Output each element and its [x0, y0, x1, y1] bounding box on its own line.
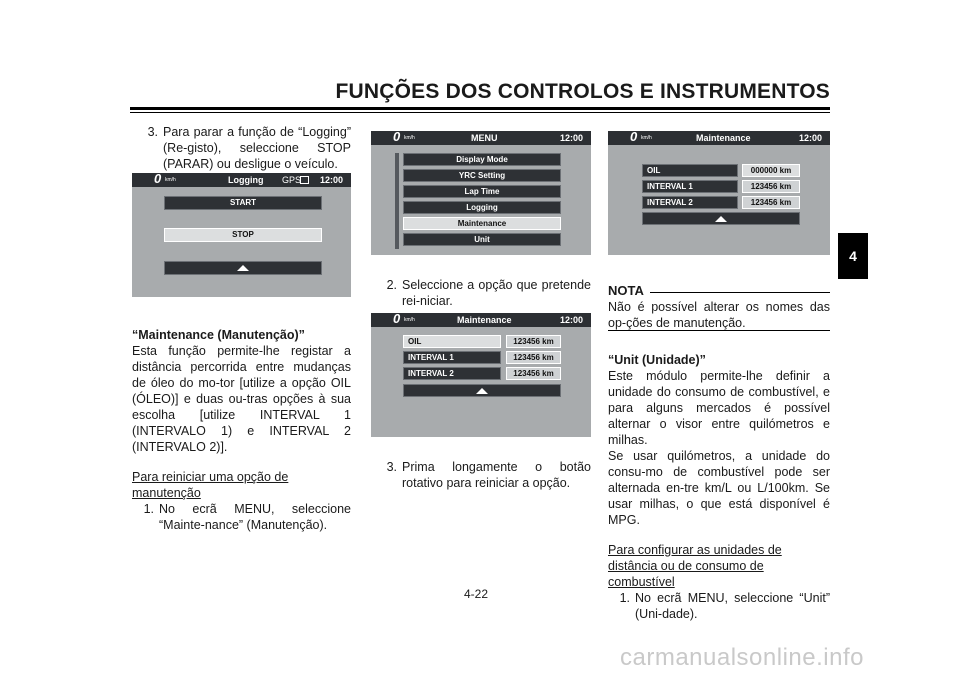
procedure-heading: Para configurar as unidades de distância ou de consumo de combustível [608, 543, 782, 589]
procedure-heading: Para reiniciar uma opção de manutenção [132, 470, 289, 500]
value-interval-1: 123456 km [506, 351, 561, 364]
step-text: No ecrã MENU, seleccione “Unit” (Uni-dade). [635, 591, 830, 621]
note-body [608, 299, 830, 331]
paragraph-2: Se usar quilómetros, a unidade do consu-mo de combustível pode ser alternada en-tre km/L ou L/100km. Se usar milhas, o que está disponível é MPG. [608, 449, 830, 527]
page-title: FUNÇÕES DOS CONTROLOS E INSTRUMENTOS [335, 80, 830, 103]
clock: 12:00 [319, 175, 343, 185]
value-interval-2: 123456 km [506, 367, 561, 380]
eject-icon [476, 388, 488, 394]
back-button[interactable] [642, 212, 800, 225]
step-1 [128, 501, 351, 533]
chapter-tab: 4 [838, 233, 868, 279]
status-bar [371, 131, 591, 145]
value-interval-1: 123456 km [742, 180, 800, 193]
paragraph: Esta função permite-lhe registar a distância percorrida entre mudanças de óleo do mo-tor [utilize a opção OIL (ÓLEO)] e duas ou-tras opções à sua escolha [utilize INTERVAL 1 (INTERVALO 1) e INTERVAL 2 (INTERVALO 2)]. [132, 344, 351, 454]
note-text: Não é possível alterar os nomes das op-ções de manutenção. [608, 300, 830, 330]
column-2-text-a [371, 277, 591, 309]
speed-unit: km/h [404, 135, 415, 141]
option-interval-1[interactable]: INTERVAL 1 [642, 180, 738, 193]
value-interval-2: 123456 km [742, 196, 800, 209]
column-1-text [132, 327, 351, 533]
step-number: 1. [143, 502, 154, 516]
stop-button[interactable]: STOP [164, 228, 322, 242]
eject-icon [237, 265, 249, 271]
section-heading: “Maintenance (Manutenção)” [132, 328, 305, 342]
page-number: 4-22 [464, 587, 489, 601]
menu-item-maintenance[interactable]: Maintenance [403, 217, 561, 230]
menu-item-unit[interactable]: Unit [403, 233, 561, 246]
note-end-rule [608, 330, 830, 331]
step-text: No ecrã MENU, seleccione “Mainte-nance” (Manutenção). [159, 502, 351, 532]
step-1 [604, 590, 830, 622]
step-text: Seleccione a opção que pretende rei-niciar. [402, 278, 591, 308]
value-oil: 000000 km [742, 164, 800, 177]
menu-item-display-mode[interactable]: Display Mode [403, 153, 561, 166]
gps-indicator: GPS [282, 175, 302, 185]
step-3 [371, 459, 591, 491]
maintenance-screen [371, 313, 591, 437]
step-text: Prima longamente o botão rotativo para reiniciar a opção. [402, 460, 591, 490]
clock: 12:00 [559, 133, 583, 143]
paragraph-1: Este módulo permite-lhe definir a unidade do consumo de combustível, e para alguns mercados é possível alternar o visor entre quilómetros e milhas. [608, 369, 830, 447]
status-bar [371, 313, 591, 327]
speed-unit: km/h [404, 317, 415, 323]
option-interval-2[interactable]: INTERVAL 2 [642, 196, 738, 209]
speed-unit: km/h [165, 177, 176, 183]
option-interval-1[interactable]: INTERVAL 1 [403, 351, 501, 364]
clock: 12:00 [559, 315, 583, 325]
step-3 [132, 124, 351, 172]
step-number: 2. [386, 278, 397, 292]
gps-icon [300, 176, 309, 184]
menu-item-yrc-setting[interactable]: YRC Setting [403, 169, 561, 182]
start-button[interactable]: START [164, 196, 322, 210]
menu-screen [371, 131, 591, 255]
screen-title: Maintenance [696, 133, 751, 143]
screen-title: Maintenance [457, 315, 512, 325]
status-bar [608, 131, 830, 145]
value-oil: 123456 km [506, 335, 561, 348]
logging-screen [132, 173, 351, 297]
back-button[interactable] [164, 261, 322, 275]
status-bar [132, 173, 351, 187]
speed-readout: 0 [630, 131, 638, 144]
maintenance-reset-screen [608, 131, 830, 255]
back-button[interactable] [403, 384, 561, 397]
option-oil[interactable]: OIL [642, 164, 738, 177]
speed-readout: 0 [393, 131, 401, 144]
screen-title: Logging [228, 175, 264, 185]
speed-readout: 0 [393, 313, 401, 326]
column-2-text-b [371, 459, 591, 491]
step-number: 3. [386, 460, 397, 474]
section-heading: “Unit (Unidade)” [608, 353, 706, 367]
scrollbar[interactable] [395, 153, 399, 249]
note-header [608, 283, 830, 299]
step-number: 3. [147, 125, 158, 139]
option-interval-2[interactable]: INTERVAL 2 [403, 367, 501, 380]
column-1 [132, 124, 351, 172]
header-rule-thin [130, 112, 830, 113]
eject-icon [715, 216, 727, 222]
speed-unit: km/h [641, 135, 652, 141]
header-rule [130, 107, 830, 110]
speed-readout: 0 [154, 173, 162, 186]
screen-title: MENU [471, 133, 498, 143]
watermark: carmanualsonline.info [620, 644, 864, 671]
option-oil[interactable]: OIL [403, 335, 501, 348]
step-text: Para parar a função de “Logging” (Re-gisto), seleccione STOP (PARAR) ou desligue o veículo. [163, 125, 351, 171]
menu-item-lap-time[interactable]: Lap Time [403, 185, 561, 198]
clock: 12:00 [798, 133, 822, 143]
step-2 [371, 277, 591, 309]
menu-item-logging[interactable]: Logging [403, 201, 561, 214]
note-rule [650, 292, 830, 293]
note-title: NOTA [608, 283, 644, 298]
column-3-text [608, 352, 830, 622]
step-number: 1. [619, 591, 630, 605]
